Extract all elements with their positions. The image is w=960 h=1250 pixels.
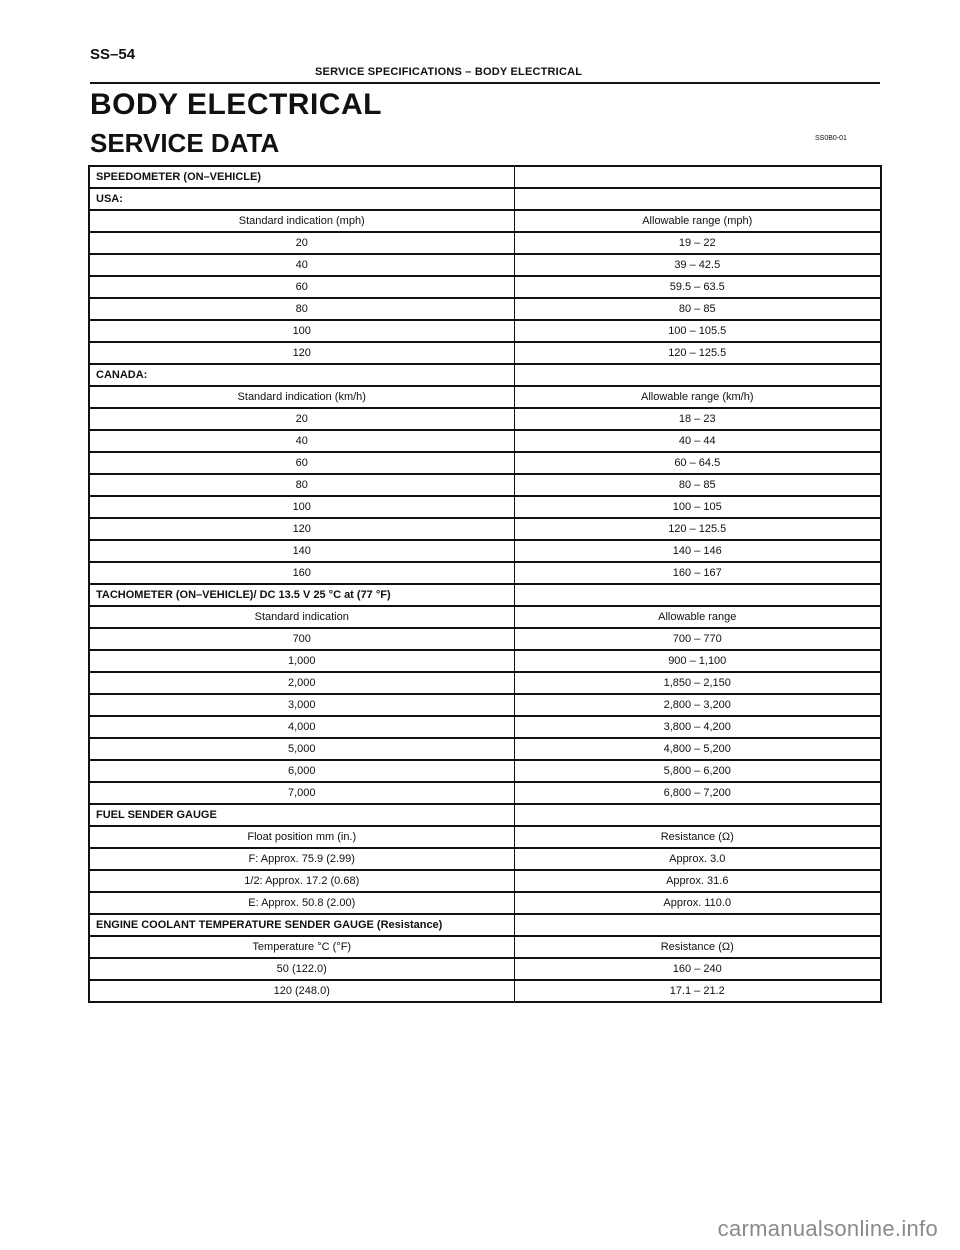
standard-value: 60 bbox=[89, 276, 514, 298]
column-header-standard: Standard indication (mph) bbox=[89, 210, 514, 232]
table-row bbox=[89, 980, 881, 1002]
section-title: CANADA: bbox=[89, 364, 514, 386]
allowable-range: 18 – 23 bbox=[514, 408, 881, 430]
column-header-row bbox=[89, 826, 881, 848]
section-title: USA: bbox=[89, 188, 514, 210]
allowable-range: 160 – 167 bbox=[514, 562, 881, 584]
standard-value: 7,000 bbox=[89, 782, 514, 804]
table-row bbox=[89, 452, 881, 474]
table-row bbox=[89, 870, 881, 892]
running-head bbox=[90, 66, 880, 84]
table-row bbox=[89, 430, 881, 452]
table-row bbox=[89, 848, 881, 870]
column-header-range: Resistance (Ω) bbox=[514, 826, 881, 848]
standard-value: 50 (122.0) bbox=[89, 958, 514, 980]
table-row bbox=[89, 958, 881, 980]
standard-value: 120 bbox=[89, 518, 514, 540]
standard-value: 5,000 bbox=[89, 738, 514, 760]
table-row bbox=[89, 254, 881, 276]
column-header-standard: Standard indication (km/h) bbox=[89, 386, 514, 408]
table-row bbox=[89, 342, 881, 364]
column-header-row bbox=[89, 936, 881, 958]
column-header-range: Allowable range bbox=[514, 606, 881, 628]
column-header-standard: Float position mm (in.) bbox=[89, 826, 514, 848]
section-row bbox=[89, 166, 881, 188]
table-row bbox=[89, 716, 881, 738]
allowable-range: 3,800 – 4,200 bbox=[514, 716, 881, 738]
section-title: SPEEDOMETER (ON–VEHICLE) bbox=[89, 166, 514, 188]
table-row bbox=[89, 892, 881, 914]
allowable-range: 700 – 770 bbox=[514, 628, 881, 650]
table-row bbox=[89, 276, 881, 298]
standard-value: 1,000 bbox=[89, 650, 514, 672]
allowable-range: 40 – 44 bbox=[514, 430, 881, 452]
standard-value: 6,000 bbox=[89, 760, 514, 782]
column-header-standard: Temperature °C (°F) bbox=[89, 936, 514, 958]
allowable-range: 6,800 – 7,200 bbox=[514, 782, 881, 804]
allowable-range: 17.1 – 21.2 bbox=[514, 980, 881, 1002]
column-header-range: Resistance (Ω) bbox=[514, 936, 881, 958]
allowable-range: Approx. 31.6 bbox=[514, 870, 881, 892]
section-row bbox=[89, 188, 881, 210]
table-row bbox=[89, 760, 881, 782]
standard-value: 40 bbox=[89, 254, 514, 276]
standard-value: 20 bbox=[89, 408, 514, 430]
standard-value: 1/2: Approx. 17.2 (0.68) bbox=[89, 870, 514, 892]
allowable-range: 1,850 – 2,150 bbox=[514, 672, 881, 694]
standard-value: 2,000 bbox=[89, 672, 514, 694]
standard-value: 80 bbox=[89, 298, 514, 320]
allowable-range: 5,800 – 6,200 bbox=[514, 760, 881, 782]
allowable-range: 80 – 85 bbox=[514, 474, 881, 496]
allowable-range: 120 – 125.5 bbox=[514, 342, 881, 364]
column-header-standard: Standard indication bbox=[89, 606, 514, 628]
section-row bbox=[89, 804, 881, 826]
section-blank bbox=[514, 188, 881, 210]
document-code: SS0B0-01 bbox=[815, 135, 847, 142]
allowable-range: 60 – 64.5 bbox=[514, 452, 881, 474]
standard-value: 700 bbox=[89, 628, 514, 650]
allowable-range: 4,800 – 5,200 bbox=[514, 738, 881, 760]
table-row bbox=[89, 672, 881, 694]
running-head-text: SERVICE SPECIFICATIONS – BODY ELECTRICAL bbox=[315, 66, 583, 78]
allowable-range: 140 – 146 bbox=[514, 540, 881, 562]
allowable-range: 160 – 240 bbox=[514, 958, 881, 980]
table-row bbox=[89, 540, 881, 562]
standard-value: 3,000 bbox=[89, 694, 514, 716]
table-row bbox=[89, 562, 881, 584]
standard-value: E: Approx. 50.8 (2.00) bbox=[89, 892, 514, 914]
table-row bbox=[89, 628, 881, 650]
allowable-range: 59.5 – 63.5 bbox=[514, 276, 881, 298]
section-row bbox=[89, 584, 881, 606]
standard-value: 140 bbox=[89, 540, 514, 562]
allowable-range: 900 – 1,100 bbox=[514, 650, 881, 672]
standard-value: 4,000 bbox=[89, 716, 514, 738]
table-row bbox=[89, 694, 881, 716]
table-row bbox=[89, 474, 881, 496]
standard-value: 40 bbox=[89, 430, 514, 452]
allowable-range: 100 – 105.5 bbox=[514, 320, 881, 342]
standard-value: 100 bbox=[89, 320, 514, 342]
page-subtitle: SERVICE DATA bbox=[90, 128, 280, 158]
standard-value: 100 bbox=[89, 496, 514, 518]
section-blank bbox=[514, 804, 881, 826]
standard-value: F: Approx. 75.9 (2.99) bbox=[89, 848, 514, 870]
standard-value: 120 (248.0) bbox=[89, 980, 514, 1002]
allowable-range: Approx. 110.0 bbox=[514, 892, 881, 914]
column-header-row bbox=[89, 210, 881, 232]
page-title: BODY ELECTRICAL bbox=[90, 88, 382, 121]
table-row bbox=[89, 320, 881, 342]
table-row bbox=[89, 408, 881, 430]
allowable-range: 39 – 42.5 bbox=[514, 254, 881, 276]
allowable-range: 120 – 125.5 bbox=[514, 518, 881, 540]
table-row bbox=[89, 496, 881, 518]
standard-value: 20 bbox=[89, 232, 514, 254]
table-row bbox=[89, 650, 881, 672]
page-number: SS–54 bbox=[90, 46, 136, 63]
allowable-range: 80 – 85 bbox=[514, 298, 881, 320]
table-row bbox=[89, 518, 881, 540]
column-header-row bbox=[89, 386, 881, 408]
section-blank bbox=[514, 914, 881, 936]
allowable-range: 100 – 105 bbox=[514, 496, 881, 518]
section-row bbox=[89, 914, 881, 936]
allowable-range: Approx. 3.0 bbox=[514, 848, 881, 870]
allowable-range: 19 – 22 bbox=[514, 232, 881, 254]
service-data-table bbox=[88, 165, 882, 1003]
section-blank bbox=[514, 584, 881, 606]
section-row bbox=[89, 364, 881, 386]
table-row bbox=[89, 298, 881, 320]
standard-value: 80 bbox=[89, 474, 514, 496]
table-row bbox=[89, 738, 881, 760]
section-title: ENGINE COOLANT TEMPERATURE SENDER GAUGE (Resistance) bbox=[89, 914, 514, 936]
standard-value: 120 bbox=[89, 342, 514, 364]
section-blank bbox=[514, 166, 881, 188]
column-header-row bbox=[89, 606, 881, 628]
standard-value: 60 bbox=[89, 452, 514, 474]
watermark: carmanualsonline.info bbox=[717, 1216, 938, 1241]
table-row bbox=[89, 782, 881, 804]
standard-value: 160 bbox=[89, 562, 514, 584]
table-row bbox=[89, 232, 881, 254]
column-header-range: Allowable range (km/h) bbox=[514, 386, 881, 408]
service-data-table-body bbox=[89, 166, 881, 1002]
column-header-range: Allowable range (mph) bbox=[514, 210, 881, 232]
section-blank bbox=[514, 364, 881, 386]
section-title: FUEL SENDER GAUGE bbox=[89, 804, 514, 826]
allowable-range: 2,800 – 3,200 bbox=[514, 694, 881, 716]
section-title: TACHOMETER (ON–VEHICLE)/ DC 13.5 V 25 °C at (77 °F) bbox=[89, 584, 514, 606]
